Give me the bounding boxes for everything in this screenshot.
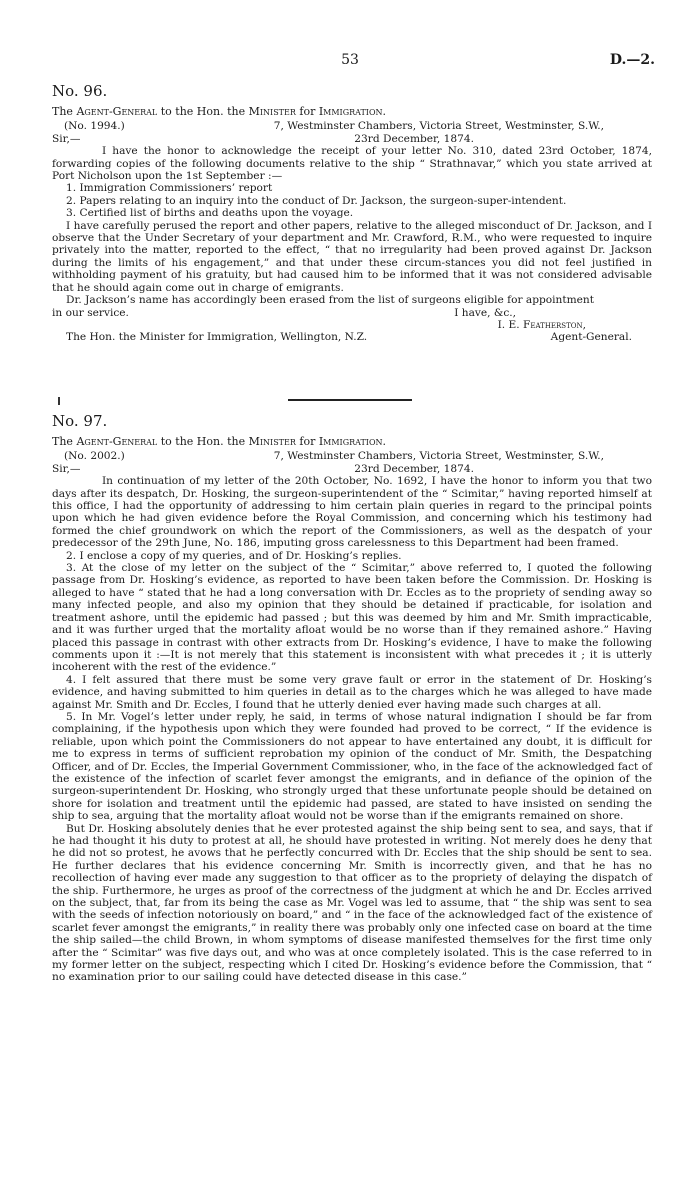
- ink-mark: [58, 397, 60, 405]
- letter-date-row: [52, 463, 652, 475]
- letter-address: 7, Westminster Chambers, Victoria Street, Westminster, S.W.,: [273, 450, 604, 463]
- letter-date: 23rd December, 1874.: [354, 132, 474, 145]
- paragraph: But Dr. Hosking absolutely denies that he ever protested against the ship being sent to sea, and says, that if he had thought it his duty to protest at all, he should have protested in writing. Not merely does he deny that he did not so protest, he avows that he perfectly concurred with Dr. Eccles that the ship should be sent to sea. He further declares that his evidence concerning Mr. Smith is incorrectly given, and that he has no recollection of having ever made any suggestion to that officer as to the propriety of delaying the dispatch of the ship. Furthermore, he urges as proof of the correctness of the judgment at which he and Dr. Eccles arrived on the subject, that, far from its being the case as Mr. Vogel was led to assume, that “ the ship was sent to sea with the seeds of infection notoriously on board,” and “ in the face of the acknowledged fact of the existence of scarlet fever amongst the emigrants,” in reality there was probably only one infected case on board at the time the ship sailed—the child Brown, in whom symptoms of disease manifested themselves for the first time only after the “ Scimitar” was five days out, and who was at once completely isolated. This is the case referred to in my former letter on the subject, respecting which I cited Dr. Hosking’s evidence before the Commission, that “ no examination prior to our sailing could have detected disease in this case.”: [52, 822, 652, 984]
- salutation: Sir,—: [52, 132, 81, 145]
- addressee-row: [52, 331, 652, 343]
- page-number: 53: [341, 52, 359, 68]
- page-header: [0, 52, 700, 68]
- closing: I have, &c.,: [454, 306, 516, 319]
- paragraph: Dr. Jackson’s name has accordingly been erased from the list of surgeons eligible for appointment: [66, 294, 595, 307]
- section-divider: [288, 399, 412, 401]
- letter-ref: (No. 1994.): [64, 120, 125, 133]
- letter-96: [52, 82, 652, 344]
- paragraph: 2. I enclose a copy of my queries, and of Dr. Hosking’s replies.: [66, 549, 402, 562]
- list-item: 3. Certified list of births and deaths upon the voyage.: [66, 207, 354, 220]
- paragraph: 3. At the close of my letter on the subject of the “ Scimitar,” above referred to, I quoted the following passage from Dr. Hosking’s evidence, as reported to have been taken before the Commission. Dr. Hosking is alleged to have “ stated that he had a long conversation with Dr. Eccles as to the propriety of sending away so many infected people, and also my opinion that they should be detained if practicable, for isolation and treatment ashore, until the epidemic had passed ; but this was deemed by him and Mr. Smith impracticable, and it was further urged that the mortality afloat would be no worse than if they remained ashore.” Having placed this passage in contrast with other extracts from Dr. Hosking’s evidence, I have to make the following comments upon it :—It is not merely that this statement is inconsistent with what precedes it ; it is utterly incoherent with the rest of the evidence.”: [52, 562, 652, 674]
- letter-address: 7, Westminster Chambers, Victoria Street, Westminster, S.W.,: [273, 120, 604, 133]
- paragraph: I have carefully perused the report and other papers, relative to the alleged misconduct of Dr. Jackson, and I observe that the Under Secretary of your department and Mr. Crawford, R.M., who were requested to inquire privately into the matter, reported to the effect, “ that no irregularity had been proved against Dr. Jackson during the limits of his engagement,” and that under these circum-stances you did not feel justified in withholding payment of his gratuity, but had caused him to be informed that it was not considered advisable that he should again come out in charge of emigrants.: [52, 219, 652, 294]
- paragraph: 5. In Mr. Vogel’s letter under reply, he said, in terms of whose natural indignation I should be far from complaining, if the hypothesis upon which they were founded had proved to be correct, “ If the evidence is reliable, upon which point the Commissioners do not appear to have entertained any doubt, it is difficult for me to express in terms of sufficient reprobation my opinion of the conduct of Mr. Smith, the Despatching Officer, and of Dr. Eccles, the Imperial Government Commissioner, who, in the face of the acknowledged fact of the existence of the infection of scarlet fever amongst the emigrants, and in defiance of the opinion of the surgeon-superintendent Dr. Hosking, who strongly urged that these unfortunate people should be detained on shore for isolation and treatment until the epidemic had passed, are stated to have insisted on sending the ship to sea, arguing that the mortality afloat would not be worse than if the emigrants remained on shore.: [52, 710, 652, 823]
- signature: I. E. Featherston,: [497, 318, 586, 331]
- signer-title: Agent-General.: [550, 331, 632, 344]
- letter-date-row: [52, 133, 652, 145]
- list-item: 1. Immigration Commissioners’ report: [66, 182, 273, 195]
- letter-number: No. 96.: [52, 82, 108, 100]
- list-item: 2. Papers relating to an inquiry into the conduct of Dr. Jackson, the surgeon-super-intendent.: [66, 194, 567, 207]
- letter-title: The Agent-General to the Hon. the Minister for Immigration.: [52, 105, 387, 118]
- letter-ref: (No. 2002.): [64, 450, 125, 463]
- paragraph: 4. I felt assured that there must be some very grave fault or error in the statement of Dr. Hosking’s evidence, and having submitted to him queries in detail as to the charges which he was alleged to have made against Mr. Smith and Dr. Eccles, I found that he utterly denied ever having made such charges at all.: [52, 673, 652, 711]
- salutation: Sir,—: [52, 462, 81, 475]
- letter-title: The Agent-General to the Hon. the Minister for Immigration.: [52, 435, 387, 448]
- document-reference: D.—2.: [609, 52, 655, 68]
- paragraph: I have the honor to acknowledge the receipt of your letter No. 310, dated 23rd October, 1874, forwarding copies of the following documents relative to the ship “ Strathnavar,” which you state arrived at Port Nicholson upon the 1st September :—: [52, 145, 652, 183]
- addressee: The Hon. the Minister for Immigration, Wellington, N.Z.: [66, 331, 368, 344]
- closing-row: in our service. I have, &c.,: [52, 306, 516, 319]
- paragraph: In continuation of my letter of the 20th October, No. 1692, I have the honor to inform you that two days after its despatch, Dr. Hosking, the surgeon-superintendent of the “ Scimitar,” having reported himself at this office, I had the opportunity of addressing to him certain plain queries in regard to the principal points upon which he had given evidence before the Royal Commission, and concerning which his testimony had formed the chief groundwork on which the report of the Commissioners, as well as the despatch of your predecessor of the 29th June, No. 186, imputing gross carelessness to this Department had been framed.: [52, 475, 652, 550]
- letter-97: [52, 412, 652, 984]
- letter-meta: [52, 120, 652, 132]
- letter-date: 23rd December, 1874.: [354, 462, 474, 475]
- letter-number: No. 97.: [52, 412, 108, 430]
- letter-meta: [52, 450, 652, 462]
